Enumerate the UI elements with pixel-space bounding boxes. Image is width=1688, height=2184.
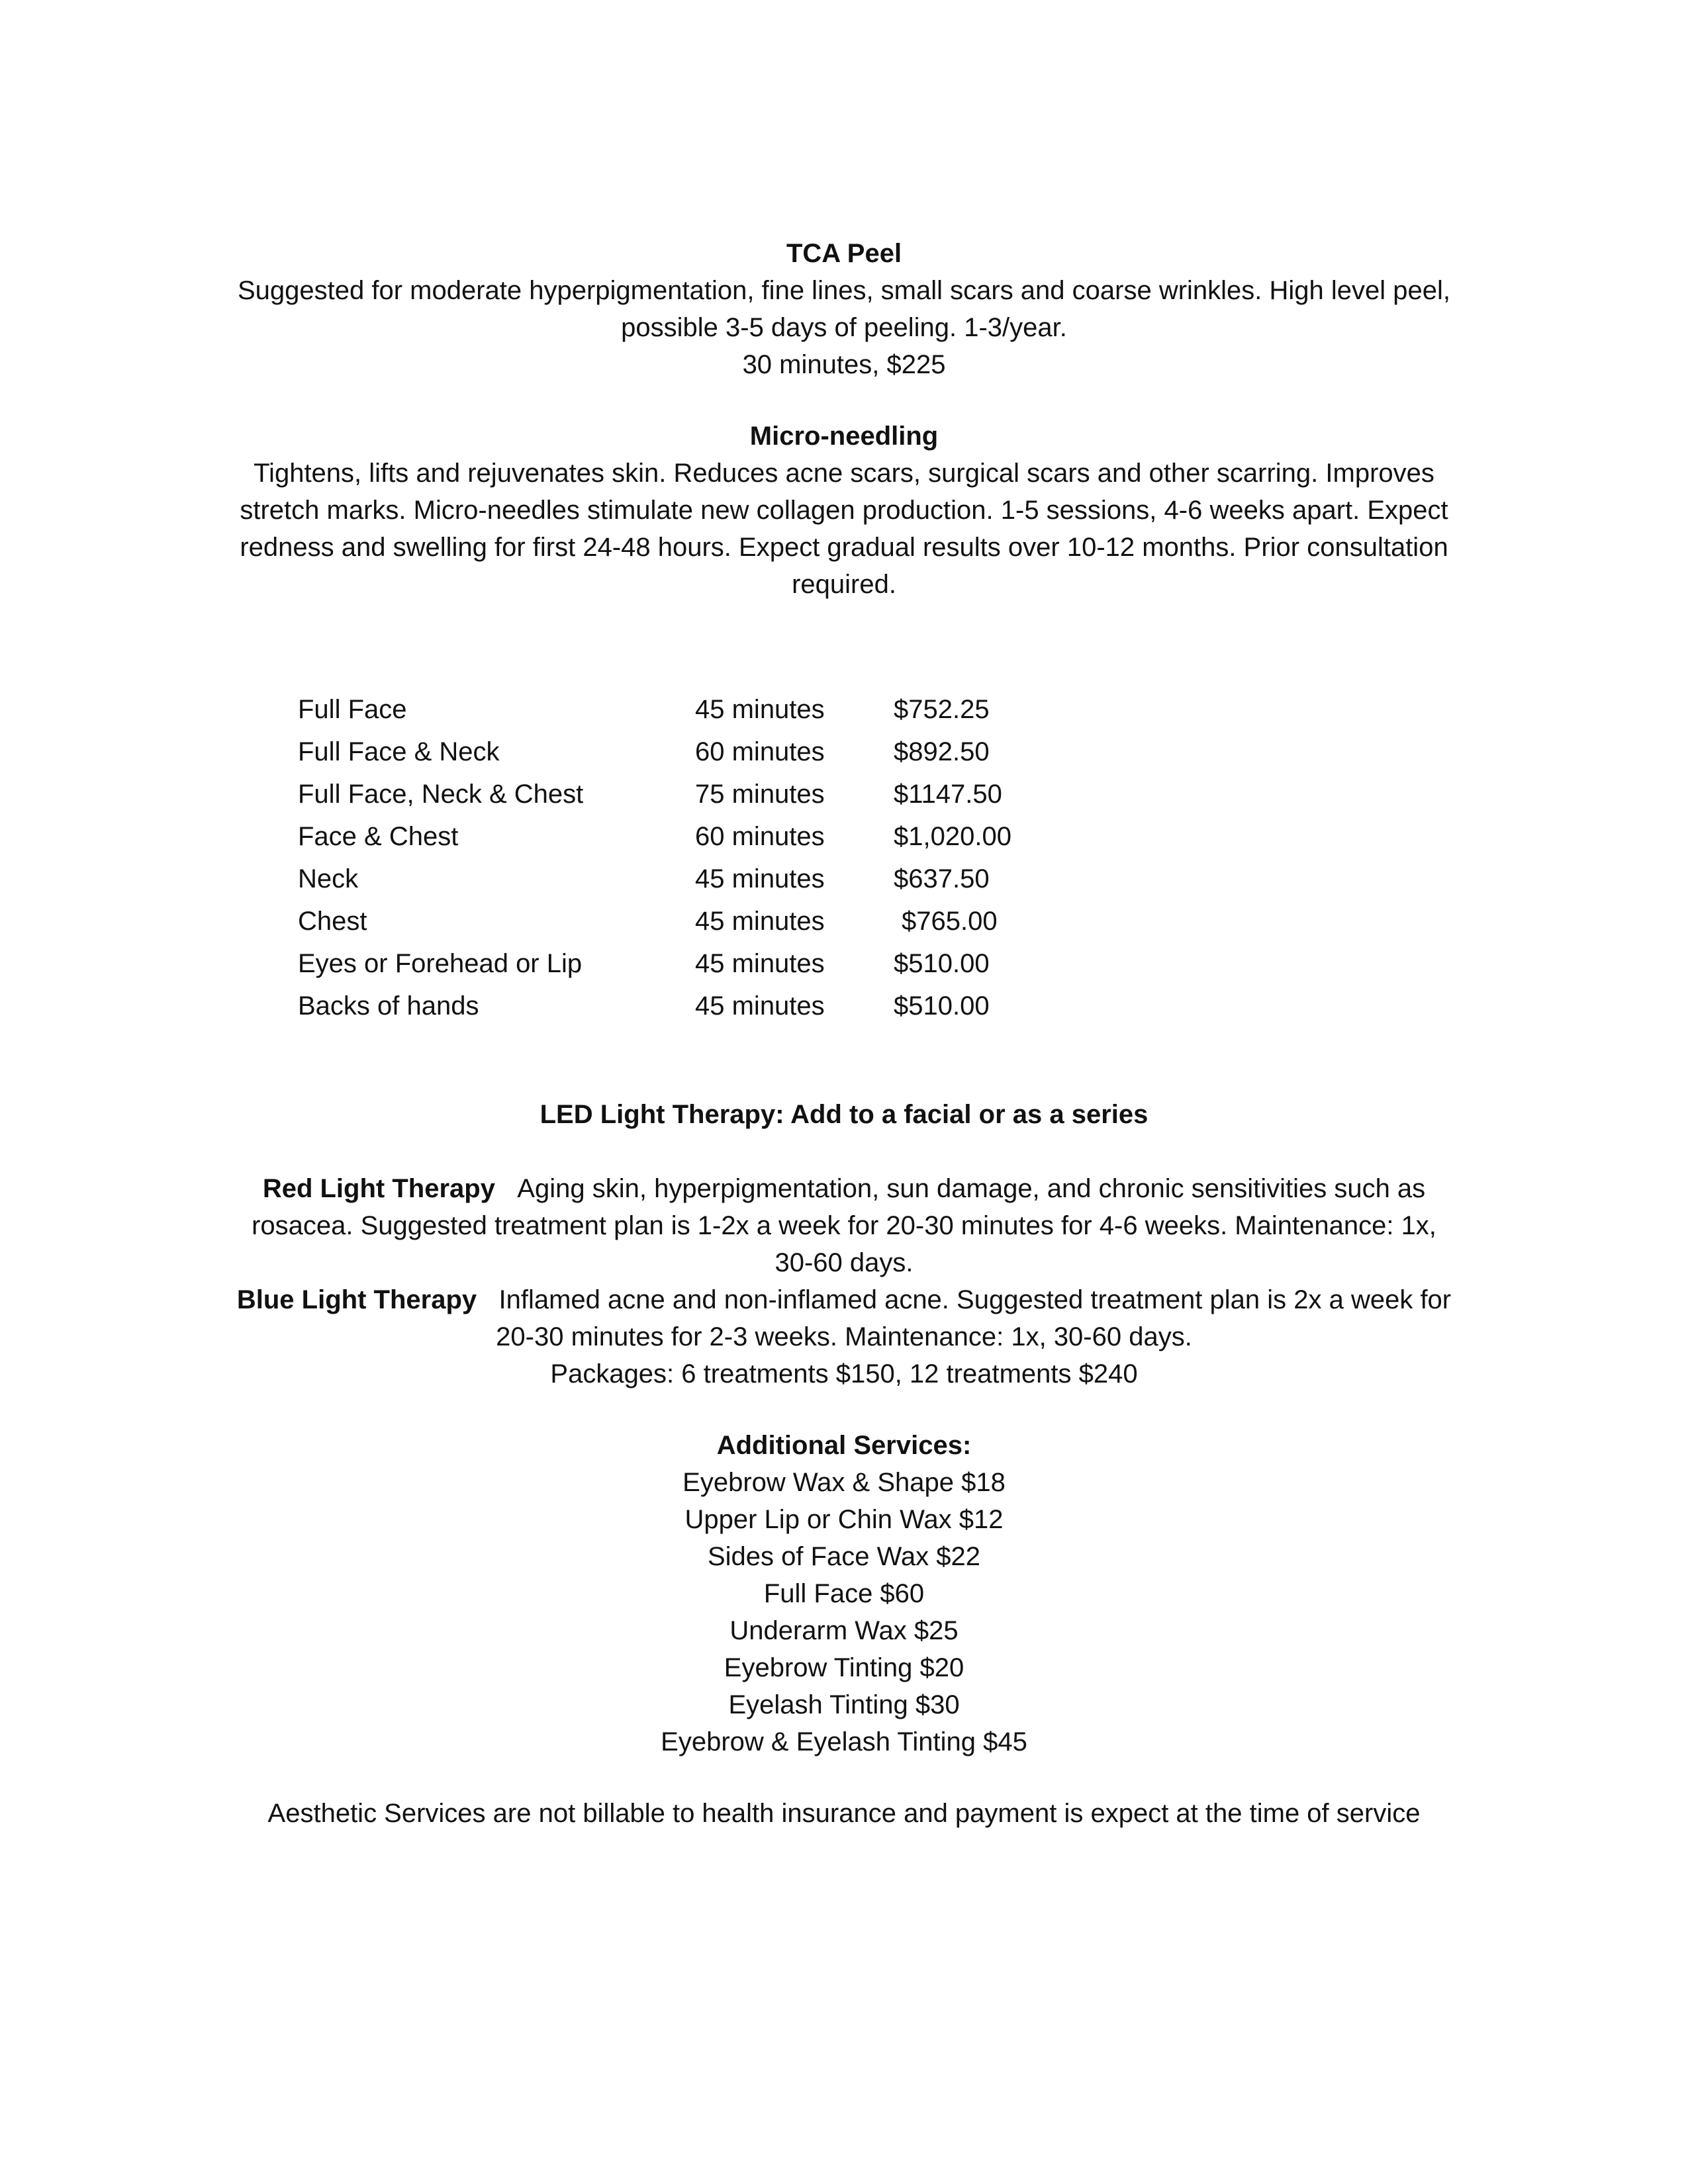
red-light-text-1: Aging skin, hyperpigmentation, sun damage, and chronic sensitivities such as [517,1174,1426,1203]
duration-cell: 75 minutes [695,780,825,809]
duration-cell: 60 minutes [695,822,825,851]
led-therapy-title: LED Light Therapy: Add to a facial or as a series [539,1100,1149,1129]
blue-light-text-1: Inflamed acne and non-inflamed acne. Suggested treatment plan is 2x a week for [498,1285,1452,1314]
area-cell: Full Face & Neck [298,737,500,766]
price-cell: $637.50 [894,864,990,893]
table-row [298,815,1092,858]
blue-light-label: Blue Light Therapy [236,1285,477,1314]
blue-light-line-1 [0,1281,1688,1318]
footer-text: Aesthetic Services are not billable to health insurance and payment is expect at the time of service [267,1799,1421,1828]
red-light-line-2: rosacea. Suggested treatment plan is 1-2x a week for 20-30 minutes for 4-6 weeks. Maintenance: 1x, [252,1211,1436,1240]
list-item: Upper Lip or Chin Wax $12 [684,1505,1004,1534]
price-cell: $1,020.00 [894,822,1011,851]
red-light-line-3: 30-60 days. [774,1248,914,1277]
price-cell: $892.50 [894,737,990,766]
table-row [298,688,1092,731]
tca-peel-line-1: Suggested for moderate hyperpigmentation, fine lines, small scars and coarse wrinkles. High level peel, [237,276,1451,305]
price-cell: $1147.50 [894,780,1002,809]
footer-note [0,1795,1688,1832]
table-row [298,942,1092,985]
duration-cell: 45 minutes [695,864,825,893]
area-cell: Neck [298,864,359,893]
tca-peel-line-2: possible 3-5 days of peeling. 1-3/year. [621,313,1067,342]
led-therapy-details [0,1170,1688,1392]
duration-cell: 45 minutes [695,949,825,978]
table-row [298,858,1092,900]
list-item: Eyebrow & Eyelash Tinting $45 [661,1727,1027,1756]
led-packages: Packages: 6 treatments $150, 12 treatments $240 [550,1359,1138,1388]
price-cell: $510.00 [894,991,990,1021]
area-cell: Chest [298,907,367,936]
price-cell: $752.25 [894,695,990,724]
table-row [298,773,1092,815]
red-light-line-1 [0,1170,1688,1207]
table-row [298,731,1092,773]
list-item: Full Face $60 [763,1579,925,1608]
tca-peel-price: 30 minutes, $225 [742,350,946,379]
duration-cell: 45 minutes [695,991,825,1021]
duration-cell: 45 minutes [695,695,825,724]
area-cell: Face & Chest [298,822,459,851]
micro-needling-line-4: required. [792,570,896,599]
red-light-label: Red Light Therapy [262,1174,495,1203]
blue-light-line-2: 20-30 minutes for 2-3 weeks. Maintenance: 1x, 30-60 days. [496,1322,1192,1351]
tca-peel-section [0,235,1688,383]
duration-cell: 60 minutes [695,737,825,766]
micro-needling-line-2: stretch marks. Micro-needles stimulate new collagen production. 1-5 sessions, 4-6 weeks apart. Expect [240,496,1448,525]
area-cell: Full Face [298,695,407,724]
micro-needling-price-table [298,688,1092,1027]
tca-peel-title: TCA Peel [786,239,902,268]
micro-needling-line-3: redness and swelling for first 24-48 hours. Expect gradual results over 10-12 months. Prior consultation [240,533,1448,562]
area-cell: Backs of hands [298,991,479,1021]
area-cell: Full Face, Neck & Chest [298,780,584,809]
price-cell: $510.00 [894,949,990,978]
additional-services-section [0,1427,1688,1760]
duration-cell: 45 minutes [695,907,825,936]
list-item: Eyebrow Wax & Shape $18 [682,1468,1006,1497]
led-therapy-section [0,1096,1688,1133]
table-row [298,900,1092,942]
list-item: Eyelash Tinting $30 [728,1690,960,1719]
additional-services-title: Additional Services: [716,1431,972,1460]
micro-needling-title: Micro-needling [749,422,939,451]
micro-needling-section [0,418,1688,603]
list-item: Underarm Wax $25 [729,1616,959,1645]
list-item: Sides of Face Wax $22 [707,1542,981,1571]
table-row [298,985,1092,1027]
micro-needling-line-1: Tightens, lifts and rejuvenates skin. Reduces acne scars, surgical scars and other scarring. Improves [254,459,1434,488]
area-cell: Eyes or Forehead or Lip [298,949,583,978]
list-item: Eyebrow Tinting $20 [724,1653,964,1682]
price-cell: $765.00 [902,907,998,936]
